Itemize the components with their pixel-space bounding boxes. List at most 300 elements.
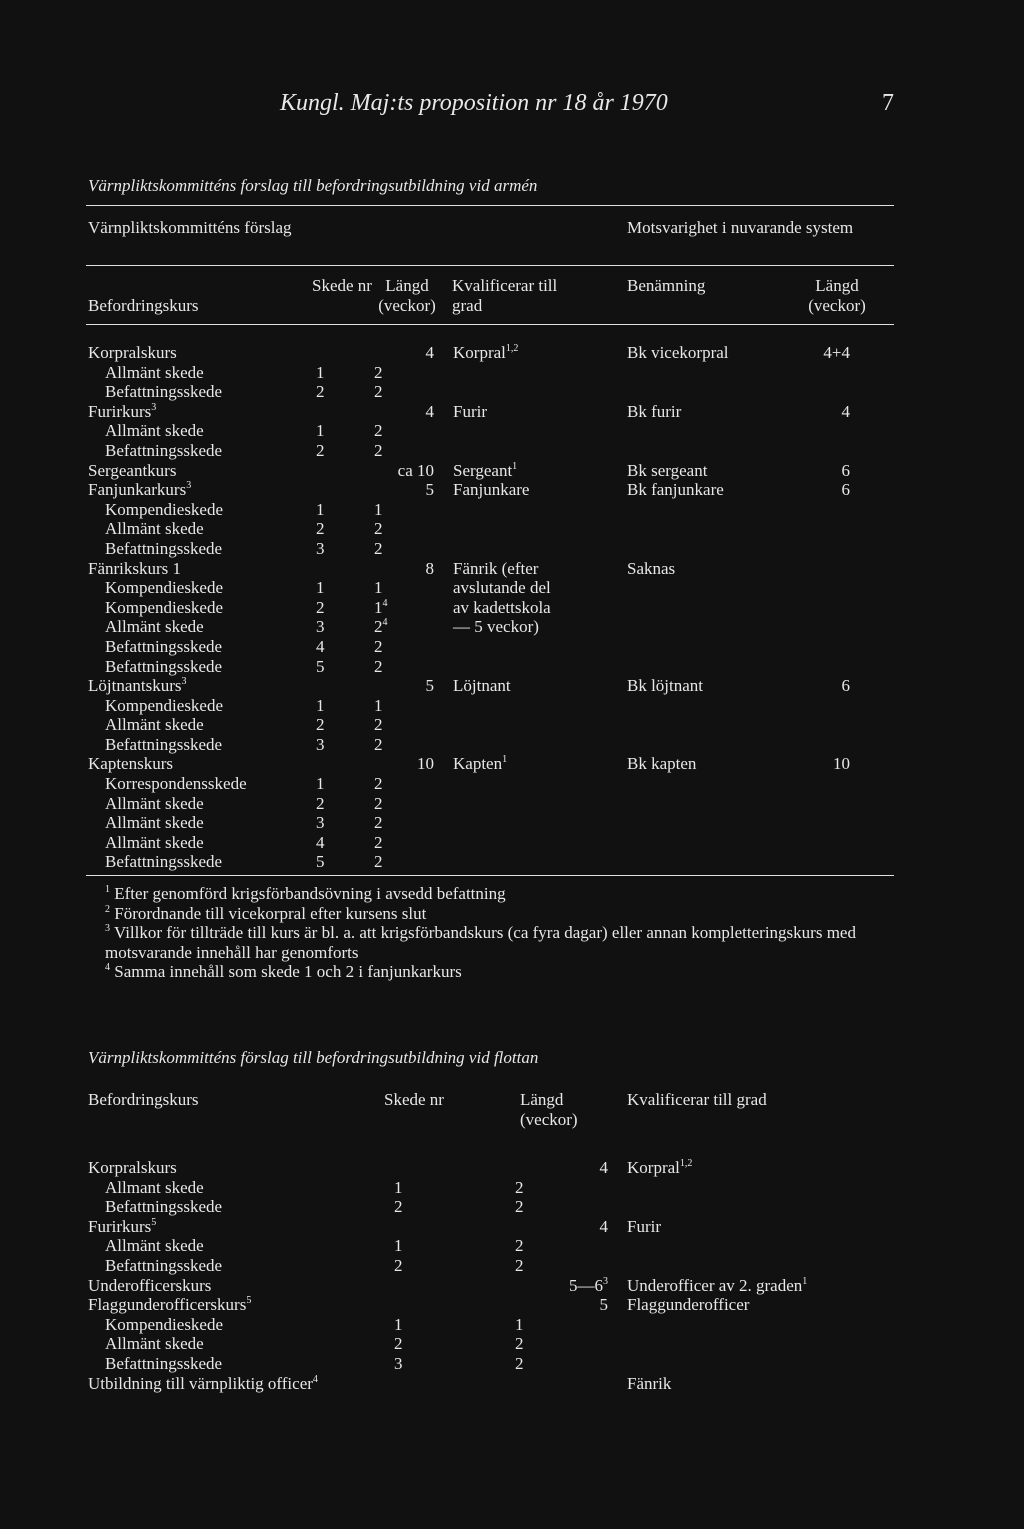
total-length-cell	[426, 559, 435, 579]
course-cell	[105, 696, 223, 716]
footnote	[105, 962, 895, 982]
length-cell	[374, 637, 383, 657]
table-row	[0, 1276, 1024, 1296]
grade-cell	[627, 1158, 692, 1178]
course-cell	[88, 402, 156, 422]
course-cell	[105, 813, 204, 833]
table-row	[0, 735, 1024, 755]
course-cell-text: Kompendieskede	[105, 1314, 224, 1334]
course-cell-text: Kompendieskede	[105, 578, 224, 598]
course-cell-text: Allmänt skede	[105, 1334, 204, 1354]
course-cell	[88, 1295, 251, 1315]
course-cell	[105, 578, 223, 598]
length-cell	[374, 382, 383, 402]
total-length-cell	[417, 754, 434, 774]
footnote-mark: 2	[105, 903, 110, 915]
length-cell-text: 2	[515, 1255, 524, 1275]
footnote-text: Efter genomförd krigsförbandsövning i avsedd befattning	[110, 884, 506, 903]
table-row	[0, 676, 1024, 696]
footnote-mark: 4	[105, 962, 110, 974]
stage-cell-text: 4	[316, 832, 325, 852]
grade-cell	[627, 1295, 749, 1315]
course-cell	[105, 1197, 222, 1217]
length-cell-text: 2	[374, 440, 383, 460]
course-cell-text: Allmänt skede	[105, 813, 204, 833]
stage-cell-text: 2	[316, 597, 325, 617]
navy-header-length: Längd (veckor)	[520, 1090, 578, 1129]
footnote-mark: 3	[181, 676, 187, 688]
length-cell-text: 2	[374, 362, 383, 382]
total-length-cell	[600, 1217, 609, 1237]
total-length-cell	[398, 461, 434, 481]
course-cell-text: Befattningsskede	[105, 636, 223, 656]
length-cell	[374, 735, 383, 755]
stage-cell-text: 2	[316, 793, 325, 813]
army-header-stage: Skede nr	[312, 276, 372, 295]
footnote-mark: 5	[151, 1216, 157, 1228]
current-length-cell	[842, 461, 851, 481]
current-length-cell	[842, 402, 851, 422]
course-cell	[88, 480, 191, 500]
course-cell	[88, 461, 176, 481]
total-length-cell-text: 4	[599, 1216, 608, 1236]
grade-cell-text: Sergeant	[453, 460, 513, 480]
length-cell-text: 2	[374, 832, 383, 852]
stage-cell	[316, 696, 325, 716]
total-length-cell-text: 4	[425, 401, 434, 421]
stage-cell-text: 2	[316, 382, 325, 402]
stage-cell	[316, 833, 325, 853]
navy-table-caption: Värnpliktskommitténs förslag till befordringsutbildning vid flottan	[88, 1048, 539, 1067]
stage-cell	[316, 794, 325, 814]
course-cell	[105, 833, 204, 853]
stage-cell-text: 1	[316, 421, 325, 441]
length-cell-text: 2	[515, 1197, 524, 1217]
length-cell-text: 2	[374, 734, 383, 754]
grade-cell	[453, 578, 551, 598]
length-cell-text: 2	[374, 656, 383, 676]
course-cell-text: Kompendieskede	[105, 597, 224, 617]
page-header	[0, 90, 1024, 124]
length-cell	[374, 774, 383, 794]
stage-cell	[316, 363, 325, 383]
table-row	[0, 617, 1024, 637]
footnote-mark: 4	[382, 597, 388, 609]
course-cell-text: Allmänt skede	[105, 519, 204, 539]
stage-cell	[394, 1256, 403, 1276]
footnote-mark: 1	[502, 754, 508, 766]
length-cell-text: 2	[374, 382, 383, 402]
stage-cell	[316, 519, 325, 539]
stage-cell	[394, 1178, 403, 1198]
course-cell-text: Korpralskurs	[88, 343, 177, 362]
current-name-cell	[627, 461, 707, 481]
course-cell	[88, 1276, 211, 1296]
table-row	[0, 794, 1024, 814]
length-cell-text: 2	[515, 1353, 524, 1373]
table-row	[0, 1178, 1024, 1198]
table-row	[0, 519, 1024, 539]
current-name-cell	[627, 676, 703, 696]
course-cell	[105, 519, 204, 539]
stage-cell-text: 3	[316, 617, 325, 637]
length-cell	[374, 617, 388, 637]
course-cell	[105, 1256, 222, 1276]
course-cell-text: Befattningsskede	[105, 538, 223, 558]
course-cell	[88, 676, 187, 696]
footnote-text: Förordnande till vicekorpral efter kursens slut	[110, 903, 427, 923]
grade-cell-text: Kapten	[453, 754, 503, 774]
grade-cell-text: Furir	[627, 1216, 661, 1236]
grade-cell-text: Korpral	[453, 343, 506, 362]
length-cell	[374, 813, 383, 833]
length-cell-text: 1	[374, 597, 383, 617]
table-row	[0, 343, 1024, 363]
stage-cell	[316, 578, 325, 598]
grade-cell	[627, 1276, 807, 1296]
course-cell-text: Korpralskurs	[88, 1158, 177, 1177]
stage-cell-text: 2	[394, 1334, 403, 1354]
page-number: 7	[882, 90, 894, 116]
length-cell-text: 2	[374, 617, 383, 637]
army-bottom-rule	[86, 875, 894, 876]
total-length-cell-text: 10	[417, 754, 434, 774]
course-cell-text: Befattningsskede	[105, 1197, 223, 1217]
grade-cell-text: avslutande del	[453, 578, 551, 598]
grade-cell	[627, 1217, 661, 1237]
table-row	[0, 1256, 1024, 1276]
stage-cell	[316, 539, 325, 559]
stage-cell	[316, 774, 325, 794]
total-length-cell-text: 4	[425, 343, 434, 362]
length-cell-text: 1	[374, 578, 383, 598]
course-cell-text: Allmänt skede	[105, 617, 204, 637]
course-cell-text: Korrespondensskede	[105, 774, 247, 794]
stage-cell-text: 3	[316, 813, 325, 833]
footnote-mark: 1,2	[505, 343, 519, 354]
grade-cell	[453, 402, 487, 422]
navy-header-qualifies: Kvalificerar till grad	[627, 1090, 767, 1109]
current-length-cell-text: 6	[841, 460, 850, 480]
length-cell	[374, 363, 383, 383]
length-cell	[515, 1236, 524, 1256]
stage-cell	[394, 1236, 403, 1256]
current-length-cell	[842, 676, 851, 696]
grade-cell	[453, 461, 517, 481]
course-cell	[88, 1217, 156, 1237]
grade-cell	[453, 617, 539, 637]
course-cell	[105, 657, 222, 677]
course-cell-text: Utbildning till värnpliktig officer	[88, 1373, 313, 1393]
page-title: Kungl. Maj:ts proposition nr 18 år 1970	[280, 90, 668, 116]
grade-cell-text: Fanjunkare	[453, 480, 530, 500]
stage-cell	[316, 617, 325, 637]
table-row	[0, 363, 1024, 383]
army-group-left: Värnpliktskommitténs förslag	[88, 218, 292, 237]
table-row	[0, 813, 1024, 833]
total-length-cell-text: ca 10	[397, 460, 434, 480]
course-cell-text: Furirkurs	[88, 401, 152, 421]
length-cell-text: 2	[374, 793, 383, 813]
length-cell	[374, 794, 383, 814]
stage-cell	[316, 500, 325, 520]
footnote-text: Villkor för tillträde till kurs är bl. a. att krigsförbandskurs (ca fyra dagar) eller annan kompletteringskurs med motsvarande innehåll har genomforts	[105, 923, 856, 962]
length-cell	[515, 1256, 524, 1276]
army-table-caption: Värnpliktskommitténs forslag till befordringsutbildning vid armén	[88, 176, 538, 195]
course-cell	[88, 559, 181, 579]
current-length-cell	[833, 754, 850, 774]
table-row	[0, 578, 1024, 598]
footnote-mark: 3	[603, 1275, 608, 1287]
total-length-cell	[426, 343, 435, 363]
current-name-cell	[627, 343, 729, 363]
table-row	[0, 833, 1024, 853]
stage-cell	[316, 813, 325, 833]
course-cell	[88, 754, 173, 774]
table-row	[0, 1236, 1024, 1256]
navy-header-course: Befordringskurs	[88, 1090, 199, 1109]
length-cell-text: 1	[374, 499, 383, 519]
length-cell-text: 2	[515, 1177, 524, 1197]
table-row	[0, 1354, 1024, 1374]
course-cell-text: Allmänt skede	[105, 832, 204, 852]
length-cell	[515, 1178, 524, 1198]
stage-cell-text: 2	[316, 715, 325, 735]
current-name-cell-text: Bk sergeant	[627, 460, 708, 480]
course-cell	[105, 774, 247, 794]
course-cell	[105, 421, 204, 441]
grade-cell-text: Fänrik	[627, 1373, 672, 1393]
current-name-cell-text: Bk fanjunkare	[627, 480, 724, 500]
grade-cell	[453, 598, 551, 618]
army-table	[0, 343, 1024, 872]
course-cell	[88, 1374, 318, 1394]
stage-cell	[394, 1334, 403, 1354]
footnote-mark: 5	[246, 1295, 252, 1307]
course-cell-text: Fänrikskurs 1	[88, 558, 182, 578]
course-cell	[105, 617, 204, 637]
length-cell	[374, 500, 383, 520]
length-cell	[515, 1197, 524, 1217]
table-row	[0, 539, 1024, 559]
course-cell-text: Underofficerskurs	[88, 1275, 212, 1295]
course-cell	[105, 1334, 204, 1354]
stage-cell	[316, 382, 325, 402]
table-row	[0, 1197, 1024, 1217]
stage-cell-text: 4	[316, 636, 325, 656]
grade-cell-text: — 5 veckor)	[453, 617, 539, 637]
length-cell-text: 2	[374, 519, 383, 539]
length-cell	[374, 519, 383, 539]
current-name-cell-text: Bk kapten	[627, 754, 697, 774]
stage-cell-text: 2	[316, 440, 325, 460]
course-cell	[105, 735, 222, 755]
army-header-length: Längd (veckor)	[378, 276, 436, 315]
course-cell-text: Kaptenskurs	[88, 754, 173, 774]
course-cell-text: Allmänt skede	[105, 362, 204, 382]
length-cell	[374, 441, 383, 461]
course-cell	[105, 715, 204, 735]
course-cell-text: Kompendieskede	[105, 499, 224, 519]
table-row	[0, 1217, 1024, 1237]
current-length-cell-text: 10	[833, 754, 850, 774]
grade-cell	[453, 559, 538, 579]
length-cell-text: 2	[374, 538, 383, 558]
stage-cell	[316, 657, 325, 677]
course-cell-text: Befattningsskede	[105, 656, 223, 676]
stage-cell-text: 5	[316, 656, 325, 676]
length-cell-text: 2	[515, 1236, 524, 1256]
grade-cell	[453, 754, 507, 774]
table-row	[0, 598, 1024, 618]
army-header-name: Benämning	[627, 276, 706, 295]
course-cell-text: Befattningsskede	[105, 734, 223, 754]
stage-cell-text: 3	[316, 538, 325, 558]
stage-cell	[316, 598, 325, 618]
navy-table	[0, 1158, 1024, 1393]
table-row	[0, 774, 1024, 794]
stage-cell-text: 1	[316, 695, 325, 715]
course-cell	[105, 1315, 223, 1335]
footnote	[105, 923, 895, 962]
stage-cell-text: 3	[316, 734, 325, 754]
footnote-mark: 1	[802, 1275, 808, 1287]
length-cell	[374, 421, 383, 441]
stage-cell-text: 1	[394, 1177, 403, 1197]
length-cell-text: 2	[515, 1334, 524, 1354]
length-cell-text: 2	[374, 421, 383, 441]
course-cell-text: Sergeantkurs	[88, 460, 177, 480]
stage-cell-text: 1	[316, 499, 325, 519]
course-cell-text: Allmänt skede	[105, 793, 204, 813]
length-cell-text: 1	[374, 695, 383, 715]
footnote-mark: 1,2	[679, 1158, 693, 1169]
footnote	[105, 884, 895, 904]
total-length-cell	[569, 1276, 608, 1296]
table-row	[0, 500, 1024, 520]
length-cell	[374, 833, 383, 853]
stage-cell-text: 2	[394, 1255, 403, 1275]
stage-cell	[394, 1315, 403, 1335]
grade-cell-text: Underofficer av 2. graden	[627, 1275, 803, 1295]
grade-cell-text: Flaggunderofficer	[627, 1295, 750, 1315]
length-cell	[374, 598, 388, 618]
grade-cell	[453, 480, 529, 500]
army-top-rule	[86, 205, 894, 206]
course-cell-text: Allmänt skede	[105, 1236, 204, 1256]
grade-cell-text: Fänrik (efter	[453, 558, 539, 578]
current-name-cell-text: Bk furir	[627, 401, 682, 421]
course-cell-text: Löjtnantskurs	[88, 676, 182, 696]
current-name-cell-text: Bk löjtnant	[627, 676, 704, 696]
total-length-cell	[600, 1295, 609, 1315]
table-row	[0, 441, 1024, 461]
stage-cell-text: 3	[394, 1353, 403, 1373]
length-cell-text: 2	[374, 813, 383, 833]
current-name-cell-text: Bk vicekorpral	[627, 343, 729, 362]
stage-cell	[316, 715, 325, 735]
table-row	[0, 715, 1024, 735]
course-cell	[105, 598, 223, 618]
stage-cell	[316, 441, 325, 461]
table-row	[0, 421, 1024, 441]
length-cell	[374, 539, 383, 559]
course-cell-text: Befattningsskede	[105, 852, 223, 872]
footnote-mark: 1	[512, 460, 518, 472]
current-name-cell	[627, 559, 675, 579]
stage-cell	[316, 852, 325, 872]
length-cell	[374, 852, 383, 872]
footnote	[105, 904, 895, 924]
total-length-cell	[426, 402, 435, 422]
length-cell-text: 1	[515, 1314, 524, 1334]
stage-cell	[316, 637, 325, 657]
course-cell	[88, 343, 177, 363]
course-cell-text: Allmänt skede	[105, 421, 204, 441]
course-cell-text: Befattningsskede	[105, 1353, 223, 1373]
length-cell	[374, 696, 383, 716]
stage-cell-text: 2	[316, 519, 325, 539]
table-row	[0, 754, 1024, 774]
course-cell-text: Allmänt skede	[105, 715, 204, 735]
course-cell	[88, 1158, 177, 1178]
length-cell-text: 2	[374, 852, 383, 872]
length-cell	[374, 715, 383, 735]
table-row	[0, 696, 1024, 716]
current-length-cell-text: 4+4	[823, 343, 850, 362]
table-row	[0, 657, 1024, 677]
table-row	[0, 1315, 1024, 1335]
table-row	[0, 637, 1024, 657]
course-cell-text: Allmant skede	[105, 1177, 204, 1197]
stage-cell-text: 1	[316, 774, 325, 794]
current-name-cell	[627, 754, 696, 774]
course-cell	[105, 852, 222, 872]
footnote-mark: 3	[105, 923, 110, 935]
table-row	[0, 559, 1024, 579]
army-mid-rule	[86, 265, 894, 266]
stage-cell-text: 1	[394, 1236, 403, 1256]
current-name-cell-text: Saknas	[627, 558, 676, 578]
table-row	[0, 1158, 1024, 1178]
army-header-qualifies: Kvalificerar till grad	[452, 276, 558, 315]
footnote-mark: 3	[151, 401, 157, 413]
length-cell-text: 2	[374, 636, 383, 656]
grade-cell	[453, 343, 518, 363]
course-cell-text: Fanjunkarkurs	[88, 480, 187, 500]
length-cell	[374, 657, 383, 677]
course-cell-text: Kompendieskede	[105, 695, 224, 715]
table-row	[0, 1374, 1024, 1394]
length-cell	[515, 1354, 524, 1374]
total-length-cell-text: 4	[599, 1158, 608, 1177]
stage-cell-text: 5	[316, 852, 325, 872]
course-cell	[105, 500, 223, 520]
length-cell	[374, 578, 383, 598]
total-length-cell-text: 5	[599, 1295, 608, 1315]
stage-cell-text: 1	[316, 362, 325, 382]
current-length-cell-text: 6	[841, 676, 850, 696]
table-row	[0, 1295, 1024, 1315]
total-length-cell	[426, 480, 435, 500]
current-name-cell	[627, 402, 681, 422]
current-length-cell-text: 4	[841, 401, 850, 421]
course-cell	[105, 539, 222, 559]
army-header-rule	[86, 324, 894, 325]
footnote-mark: 4	[382, 617, 388, 629]
course-cell	[105, 382, 222, 402]
grade-cell	[627, 1374, 671, 1394]
